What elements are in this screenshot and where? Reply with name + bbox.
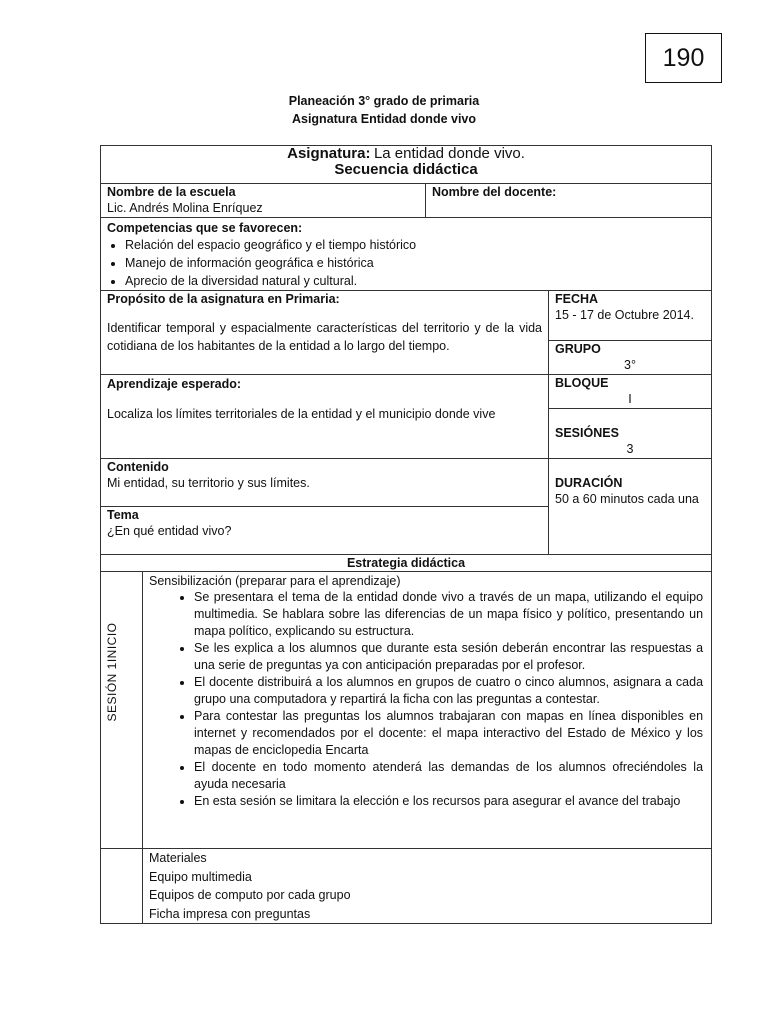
proposito-cell [101, 291, 549, 375]
contenido-cell [101, 459, 549, 507]
asignatura-label: Asignatura: [287, 145, 371, 162]
sesiones-cell [549, 409, 712, 459]
materiales-line: Equipos de computo por cada grupo [149, 888, 351, 902]
secuencia-title: Secuencia didáctica [334, 161, 478, 178]
aprendizaje-text: Localiza los límites territoriales de la entidad y el municipio donde vive [107, 407, 496, 421]
page-number: 190 [645, 33, 722, 83]
document-subtitle: Asignatura Entidad donde vivo [291, 112, 477, 126]
fecha-label: FECHA [555, 292, 599, 306]
fecha-value: 15 - 17 de Octubre 2014. [555, 308, 694, 322]
list-item: • El docente distribuirá a los alumnos en grupos de cuatro o cinco alumnos, asignara a cada grupo una computadora y repartirá la ficha con las preguntas a contestar. [194, 674, 705, 708]
list-item: • Manejo de información geográfica e histórica [125, 254, 705, 272]
estrategia-cell [143, 572, 712, 849]
tema-cell [101, 507, 549, 555]
grupo-value: 3° [624, 358, 636, 372]
competencias-label: Competencias que se favorecen: [107, 221, 303, 235]
list-item: • Aprecio de la diversidad natural y cultural. [125, 272, 705, 290]
docente-label: Nombre del docente: [432, 185, 557, 199]
contenido-label: Contenido [107, 460, 169, 474]
bloque-cell [549, 375, 712, 409]
empty-cell [101, 849, 143, 924]
duracion-label: DURACIÓN [555, 476, 623, 490]
materiales-line: Ficha impresa con preguntas [149, 906, 311, 921]
document-title: Planeación 3° grado de primaria [288, 94, 480, 108]
estrategia-label: Estrategia didáctica [101, 555, 712, 572]
list-item: • Se presentara el tema de la entidad donde vivo a través de un mapa, utilizando el equipo multimedia. Se hablara sobre las diferencias de un mapa físico y político, presentando un mapa político, explicando su estructura. [194, 589, 705, 640]
list-item: • Relación del espacio geográfico y el tiempo histórico [125, 236, 705, 254]
proposito-text: Identificar temporal y espacialmente características del territorio y de la vida cotidiana de los habitantes de la entidad a lo largo del tiempo. [107, 321, 542, 353]
duracion-cell [549, 459, 712, 555]
grupo-cell [549, 341, 712, 375]
escuela-cell [101, 184, 426, 218]
sesiones-label: SESIÓNES [555, 426, 619, 440]
duracion-value: 50 a 60 minutos cada una [555, 492, 699, 506]
tema-label: Tema [107, 508, 139, 522]
asignatura-value: La entidad donde vivo. [373, 145, 525, 162]
materiales-line: Materiales [149, 851, 207, 865]
session-label: SESIÓN 1INICIO [105, 622, 119, 722]
escuela-label: Nombre de la escuela [107, 185, 236, 199]
materiales-line: Equipo multimedia [149, 869, 252, 884]
docente-cell [426, 184, 712, 218]
session-label-cell [101, 572, 143, 849]
competencias-cell [101, 218, 712, 291]
list-item: • Se les explica a los alumnos que durante esta sesión deberán encontrar las respuestas a una serie de preguntas ya con anticipación preparadas por el profesor. [194, 640, 705, 674]
aprendizaje-cell [101, 375, 549, 459]
list-item: • El docente en todo momento atenderá las demandas de los alumnos ofreciéndoles la ayuda necesaria [194, 759, 705, 793]
escuela-value: Lic. Andrés Molina Enríquez [107, 201, 263, 215]
aprendizaje-label: Aprendizaje esperado: [107, 377, 242, 391]
header-cell [101, 146, 712, 184]
bloque-value: I [628, 392, 632, 406]
materiales-cell [143, 849, 712, 924]
list-item: • Para contestar las preguntas los alumnos trabajaran con mapas en línea disponibles en internet y recomendados por el docente: el mapa interactivo del Estado de México y los mapas de enciclopedia Encarta [194, 708, 705, 759]
fecha-cell [549, 291, 712, 341]
estrategia-intro: Sensibilización (preparar para el aprendizaje) [149, 574, 401, 588]
sesiones-value: 3 [626, 442, 634, 456]
planning-table [100, 145, 712, 924]
grupo-label: GRUPO [555, 342, 601, 356]
bloque-label: BLOQUE [555, 376, 609, 390]
proposito-label: Propósito de la asignatura en Primaria: [107, 292, 340, 306]
contenido-text: Mi entidad, su territorio y sus límites. [107, 476, 310, 490]
tema-text: ¿En qué entidad vivo? [107, 524, 232, 538]
list-item: • En esta sesión se limitara la elección e los recursos para asegurar el avance del trabajo [194, 793, 705, 810]
